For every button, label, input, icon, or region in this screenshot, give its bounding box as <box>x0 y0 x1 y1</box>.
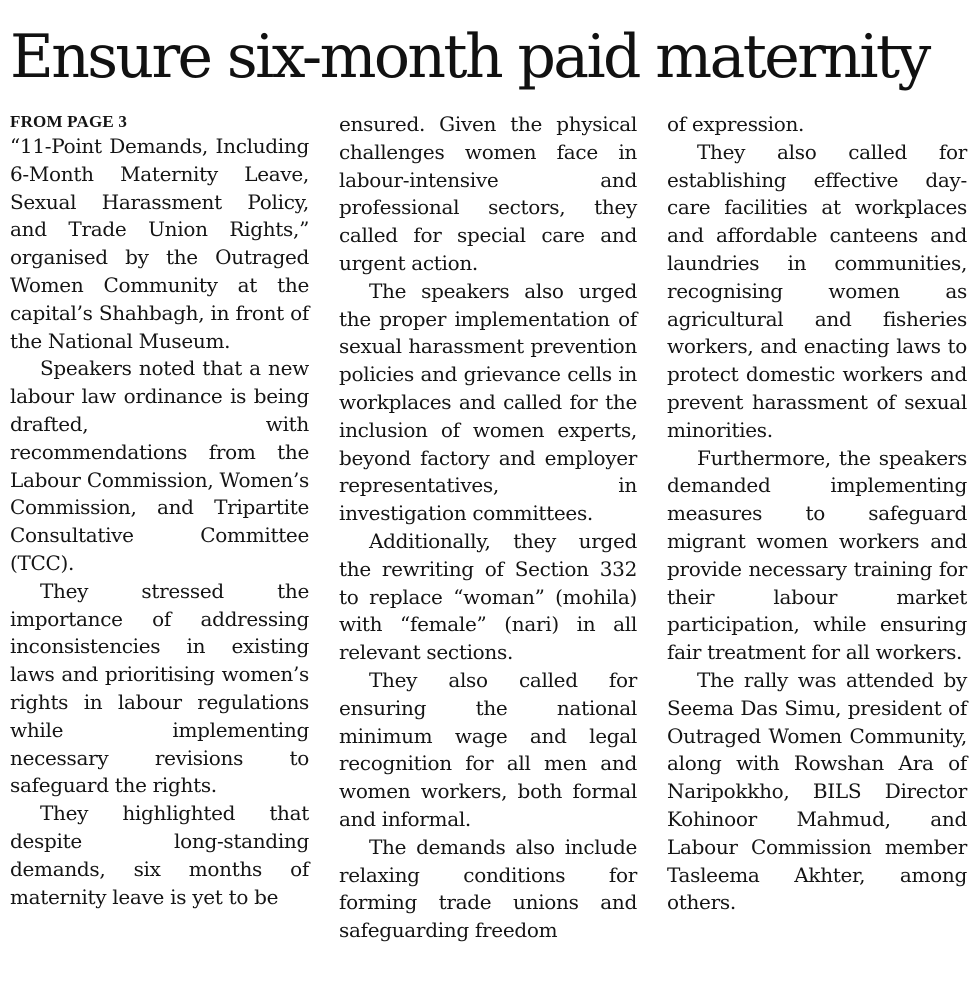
paragraph: They highlighted that despite long-standing demands, six months of maternity leave is yet to be <box>10 801 309 909</box>
paragraph: They stressed the importance of addressing inconsistencies in existing laws and prioritising women’s rights in labour regulations while implementing necessary revisions to safeguard the rights. <box>10 578 309 798</box>
paragraph: ensured. Given the physical challenges women face in labour-intensive and professional sectors, they called for special care and urgent action. <box>339 112 637 275</box>
article-column-2 <box>339 110 637 945</box>
paragraph: Furthermore, the speakers demanded implementing measures to safeguard migrant women workers and provide necessary training for their labour market participation, while ensuring fair treatment for all workers. <box>667 445 967 665</box>
paragraph: Additionally, they urged the rewriting of Section 332 to replace “woman” (mohila) with “female” (nari) in all relevant sections. <box>339 528 637 665</box>
paragraph: of expression. <box>667 112 805 136</box>
headline: Ensure six-month paid maternity <box>10 22 929 92</box>
paragraph: They also called for establishing effective day-care facilities at workplaces and affordable canteens and laundries in communities, recognising women as agricultural and fisheries workers, and enacting laws to protect domestic workers and prevent harassment of sexual minorities. <box>667 139 967 442</box>
paragraph: The speakers also urged the proper implementation of sexual harassment prevention policies and grievance cells in workplaces and called for the inclusion of women experts, beyond factory and employer representatives, in investigation committees. <box>339 278 637 526</box>
paragraph: Speakers noted that a new labour law ordinance is being drafted, with recommendations from the Labour Commission, Women’s Commission, and Tripartite Consultative Committee (TCC). <box>10 356 309 575</box>
paragraph: “11-Point Demands, Including 6-Month Maternity Leave, Sexual Harassment Policy, and Trade Union Rights,” organised by the Outraged Women Community at the capital’s Shahbagh, in front of the National Museum. <box>10 134 309 353</box>
paragraph: The demands also include relaxing conditions for forming trade unions and safeguarding freedom <box>339 834 637 943</box>
paragraph: They also called for ensuring the national minimum wage and legal recognition for all men and women workers, both formal and informal. <box>339 667 637 831</box>
article-column-1 <box>10 110 309 911</box>
article-column-3 <box>667 110 967 917</box>
paragraph: The rally was attended by Seema Das Simu, president of Outraged Women Community, along with Rowshan Ara of Naripokkho, BILS Director Kohinoor Mahmud, and Labour Commission member Tasleema Akhter, among others. <box>667 667 967 915</box>
continuation-kicker: FROM PAGE 3 <box>10 112 128 131</box>
